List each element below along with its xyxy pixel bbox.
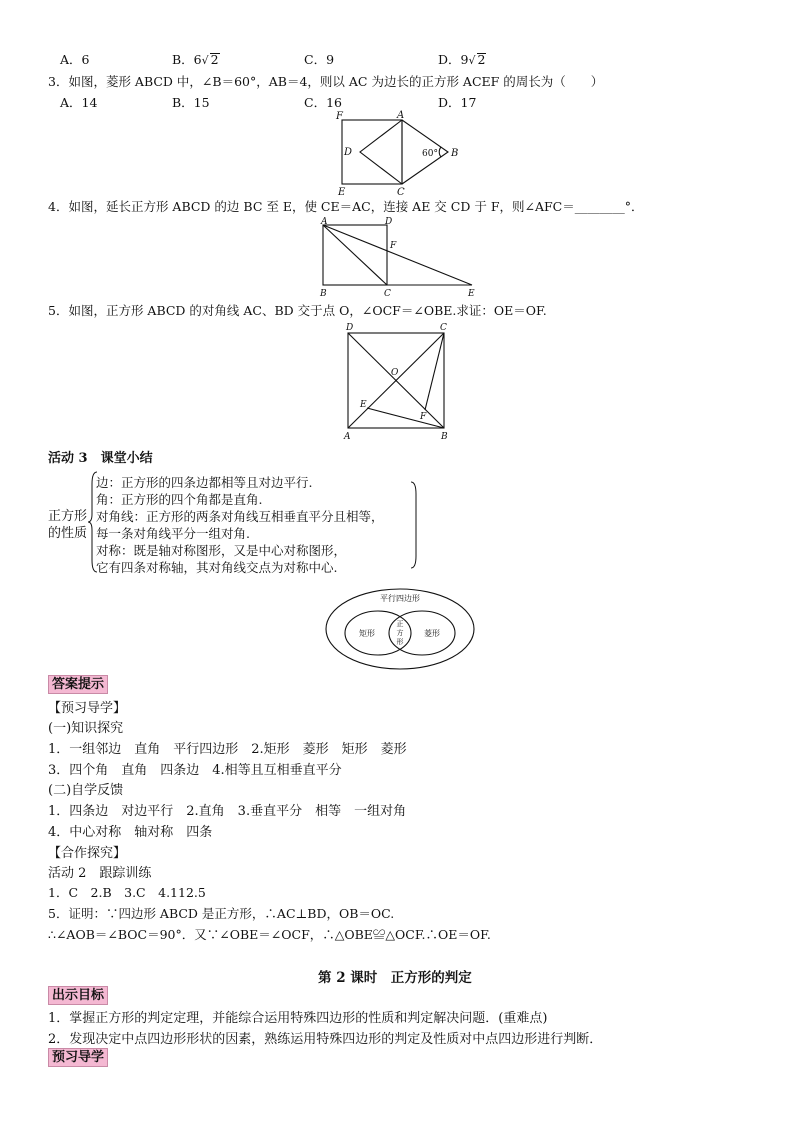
segment-be — [367, 408, 444, 428]
part2-line-2: 4．中心对称 轴对称 四条 — [48, 825, 213, 840]
part1-title: (一)知识探究 — [48, 721, 124, 736]
part1-line-1: 1．一组邻边 直角 平行四边形 2.矩形 菱形 矩形 菱形 — [48, 742, 407, 757]
summary-line-side: 边：正方形的四条边都相等且对边平行. — [96, 475, 313, 490]
summary-line-diagonal-2: 每一条对角线平分一组对角. — [96, 526, 250, 541]
activity2-title: 活动 2 跟踪训练 — [48, 866, 152, 881]
label-c: C — [384, 289, 391, 299]
label-b: B — [441, 432, 448, 442]
q2-option-b: B．6√ 2 — [172, 52, 219, 67]
part2-line-1: 1．四条边 对边平行 2.直角 3.垂直平分 相等 一组对角 — [48, 804, 407, 819]
proof-line-1: 5．证明：∵四边形 ABCD 是正方形，∴AC⊥BD，OB＝OC. — [48, 906, 395, 921]
proof-line-2: ∴∠AOB＝∠BOC＝90°．又∵∠OBE＝∠OCF，∴△OBE≌△OCF.∴OE＝OF. — [48, 927, 491, 942]
venn-label-parallelogram: 平行四边形 — [380, 594, 420, 603]
label-a: A — [344, 432, 351, 442]
goal-1: 1．掌握正方形的判定定理，并能综合运用特殊四边形的性质和判定解决问题．(重难点) — [48, 1011, 548, 1026]
label-a: A — [321, 217, 328, 227]
diagonal-ac — [323, 225, 387, 285]
label-c: C — [397, 187, 405, 198]
summary-line-symmetry-2: 它有四条对称轴，其对角线交点为对称中心. — [96, 560, 338, 575]
preview-header: 【预习导学】 — [48, 701, 127, 716]
q3-stem: 3．如图，菱形 ABCD 中，∠B＝60°，AB＝4，则以 AC 为边长的正方形 ACEF 的周长为（ ） — [48, 74, 604, 89]
q2-option-d: D．9√ 2 — [438, 52, 486, 67]
goals-tag: 出示目标 — [48, 986, 108, 1005]
segment-ae — [323, 225, 472, 285]
q3-option-d: D．17 — [438, 95, 477, 110]
part1-line-2: 3．四个角 直角 四条边 4.相等且互相垂直平分 — [48, 763, 342, 778]
label-e: E — [338, 187, 346, 198]
q2-option-c: C．9 — [304, 52, 335, 67]
venn-diagram — [324, 587, 476, 671]
label-f: F — [336, 111, 343, 122]
venn-label-square-3: 形 — [396, 638, 404, 646]
venn-label-rhombus: 菱形 — [424, 629, 440, 638]
q4-stem: 4．如图，延长正方形 ABCD 的边 BC 至 E，使 CE＝AC，连接 AE 交 CD 于 F，则∠AFC＝________°． — [48, 199, 644, 214]
summary-line-angle: 角：正方形的四个角都是直角. — [96, 492, 263, 507]
summary-brace-right — [410, 480, 420, 570]
venn-label-square-2: 方 — [396, 629, 404, 637]
rhombus-left-sides — [360, 120, 402, 184]
segment-cf — [425, 333, 444, 410]
label-d: D — [344, 147, 353, 158]
part2-title: (二)自学反馈 — [48, 783, 124, 798]
activity3-title: 活动 3 课堂小结 — [48, 451, 153, 466]
summary-side-label: 正方形 的性质 — [48, 509, 88, 541]
q3-figure — [330, 108, 470, 200]
label-c: C — [440, 323, 447, 333]
label-a: A — [397, 110, 405, 121]
q3-option-b: B．15 — [172, 95, 210, 110]
summary-line-diagonal: 对角线：正方形的两条对角线互相垂直平分且相等， — [96, 509, 384, 524]
q3-options — [60, 93, 580, 111]
q5-figure — [338, 320, 458, 442]
label-o: O — [391, 368, 399, 378]
q2-option-a: A．6 — [60, 52, 90, 67]
venn-label-square-1: 正 — [396, 620, 404, 628]
angle-arc — [439, 147, 441, 157]
coop-header: 【合作探究】 — [48, 846, 127, 861]
lesson2-title: 第 2 课时 正方形的判定 — [318, 970, 472, 986]
q4-figure — [312, 217, 482, 299]
label-b: B — [320, 289, 327, 299]
label-e: E — [360, 400, 367, 410]
q3-option-c: C．16 — [304, 95, 342, 110]
q3-option-a: A．14 — [60, 95, 98, 110]
preview-tag: 预习导学 — [48, 1048, 108, 1067]
summary-line-symmetry: 对称：既是轴对称图形，又是中心对称图形， — [96, 543, 347, 558]
angle-label: 60° — [422, 149, 438, 159]
goal-2: 2．发现决定中点四边形形状的因素，熟练运用特殊四边形的判定及性质对中点四边形进行判断． — [48, 1032, 603, 1047]
label-b: B — [451, 148, 459, 159]
venn-label-rectangle: 矩形 — [359, 629, 375, 638]
label-d: D — [385, 217, 393, 227]
answers-tag: 答案提示 — [48, 675, 108, 694]
label-f: F — [390, 241, 397, 251]
label-f: F — [420, 412, 427, 422]
label-e: E — [468, 289, 475, 299]
activity2-answers: 1．C 2.B 3.C 4.112.5 — [48, 885, 206, 900]
q5-stem: 5．如图，正方形 ABCD 的对角线 AC、BD 交于点 O，∠OCF＝∠OBE.求证：OE＝OF. — [48, 303, 547, 318]
q2-options — [60, 50, 580, 68]
label-d: D — [346, 323, 354, 333]
